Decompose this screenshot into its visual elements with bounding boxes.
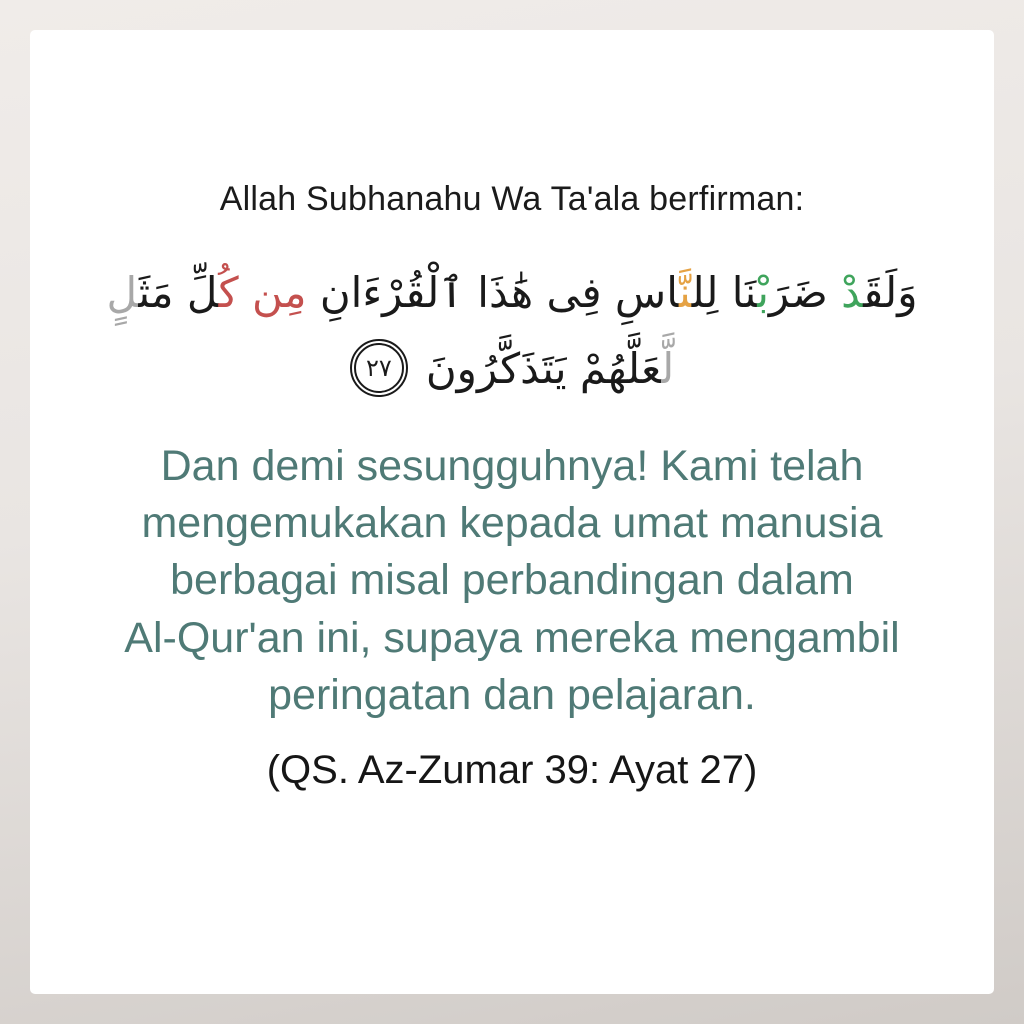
arabic-text-segment: نَا لِل <box>691 268 758 317</box>
arabic-verse-line-2 <box>350 335 674 402</box>
quote-card <box>30 30 994 994</box>
translation-line: mengemukakan kepada umat manusia <box>141 499 883 548</box>
translation-line: Al-Qur'an ini, supaya mereka mengambil <box>124 613 900 662</box>
translation-line: berbagai misal perbandingan dalam <box>170 556 854 605</box>
arabic-text-segment: لِّ مَثَ <box>138 268 219 317</box>
arabic-text-segment: وَلَقَ <box>863 268 918 317</box>
arabic-text-segment: عَلَّهُمْ يَتَذَكَّرُونَ <box>425 343 662 393</box>
arabic-text-segment-idgham: لٍ <box>106 268 139 317</box>
ayah-number-ornament <box>350 339 408 397</box>
quote-header: Allah Subhanahu Wa Ta'ala berfirman: <box>219 180 805 218</box>
arabic-text-segment-ghunnah: نَّ <box>679 268 692 317</box>
arabic-text-segment-ikhfa: مِن كُ <box>218 268 307 317</box>
arabic-text-segment: ضَرَ <box>768 268 842 317</box>
arabic-verse-line-1 <box>107 253 918 333</box>
ayah-number: ٢٧ <box>365 354 392 383</box>
arabic-text-segment-qalqalah: دْ <box>841 268 864 317</box>
surah-reference: (QS. Az-Zumar 39: Ayat 27) <box>266 747 758 792</box>
translation-block <box>124 438 899 724</box>
arabic-text-segment: اسِ فِى هَٰذَا ٱلْقُرْءَانِ <box>306 268 679 317</box>
arabic-text-segment-idgham: لَّ <box>661 343 675 393</box>
translation-line: peringatan dan pelajaran. <box>268 670 756 719</box>
arabic-text-segment-qalqalah: بْ <box>757 268 769 317</box>
translation-line: Dan demi sesungguhnya! Kami telah <box>160 441 864 490</box>
